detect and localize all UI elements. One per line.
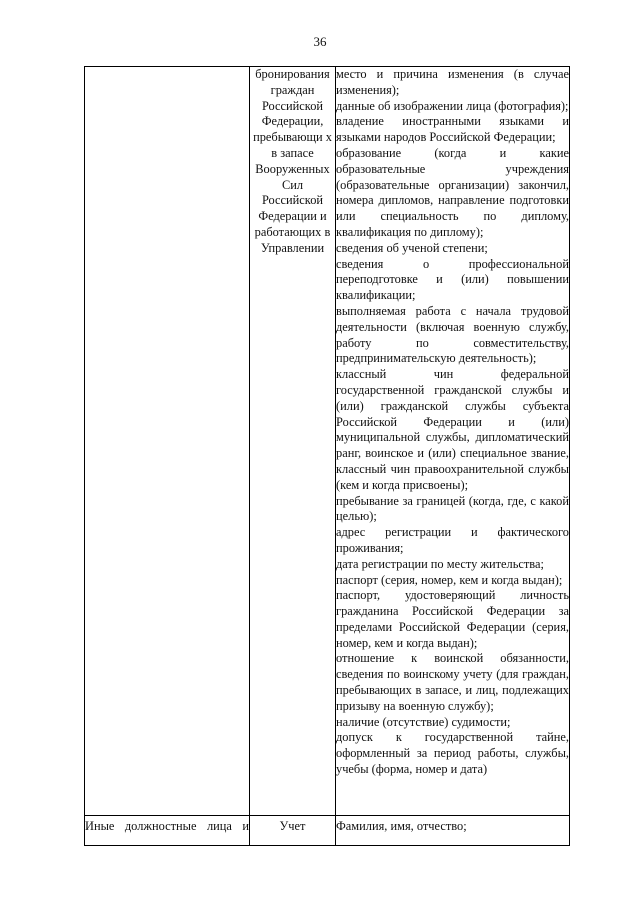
data-table xyxy=(84,66,570,846)
list-item: сведения об ученой степени; xyxy=(336,240,488,255)
list-item: дата регистрации по месту жительства; xyxy=(336,556,544,571)
list-item: наличие (отсутствие) судимости; xyxy=(336,714,511,729)
row1-category-cell xyxy=(85,67,250,816)
table-row xyxy=(85,67,570,816)
row2-purpose-cell: Учет xyxy=(250,816,336,846)
row1-purpose-cell: бронирования граждан Российской Федерации, пребывающи х в запасе Вооруженных Сил Российской Федерации и работающих в Управлении xyxy=(250,67,336,816)
list-item: пребывание за границей (когда, где, с какой целью); xyxy=(336,493,569,524)
list-item: владение иностранными языками и языками народов Российской Федерации; xyxy=(336,114,569,145)
list-item: сведения о профессиональной переподготовке и (или) повышении квалификации; xyxy=(336,256,569,303)
list-item: данные об изображении лица (фотография); xyxy=(336,98,569,113)
list-item: выполняемая работа с начала трудовой деятельности (включая военную службу, работу по совместительству, предпринимательскую деятельность); xyxy=(336,303,569,366)
list-item: паспорт, удостоверяющий личность гражданина Российской Федерации за пределами Российской Федерации (серия, номер, кем и когда выдан); xyxy=(336,588,569,650)
row1-data-list-cell xyxy=(336,67,570,816)
list-item: место и причина изменения (в случае изменения); xyxy=(336,67,569,97)
row2-category-cell: Иные должностные лица и xyxy=(85,816,250,846)
list-item: адрес регистрации и фактического проживания; xyxy=(336,525,569,555)
table-row xyxy=(85,816,570,846)
list-item: классный чин федеральной государственной гражданской службы и (или) гражданской службы субъекта Российской Федерации и (или) муниципальной службы, дипломатический ранг, воинское и (или) специальное звание, классный чин правоохранительной службы (кем и когда присвоены); xyxy=(336,367,569,492)
list-item: отношение к воинской обязанности, сведения по воинскому учету (для граждан, пребывающих в запасе, и лиц, подлежащих призыву на военную службу); xyxy=(336,651,569,713)
list-item: паспорт (серия, номер, кем и когда выдан); xyxy=(336,572,563,587)
list-item: допуск к государственной тайне, оформленный за период работы, службы, учебы (форма, номер и дата) xyxy=(336,730,569,777)
row2-data-cell: Фамилия, имя, отчество; xyxy=(336,816,570,846)
list-item: образование (когда и какие образовательные учреждения (образовательные организации) закончил, номера дипломов, направление подготовки или специальность по диплому, квалификация по диплому); xyxy=(336,145,569,239)
page-number: 36 xyxy=(313,34,327,49)
